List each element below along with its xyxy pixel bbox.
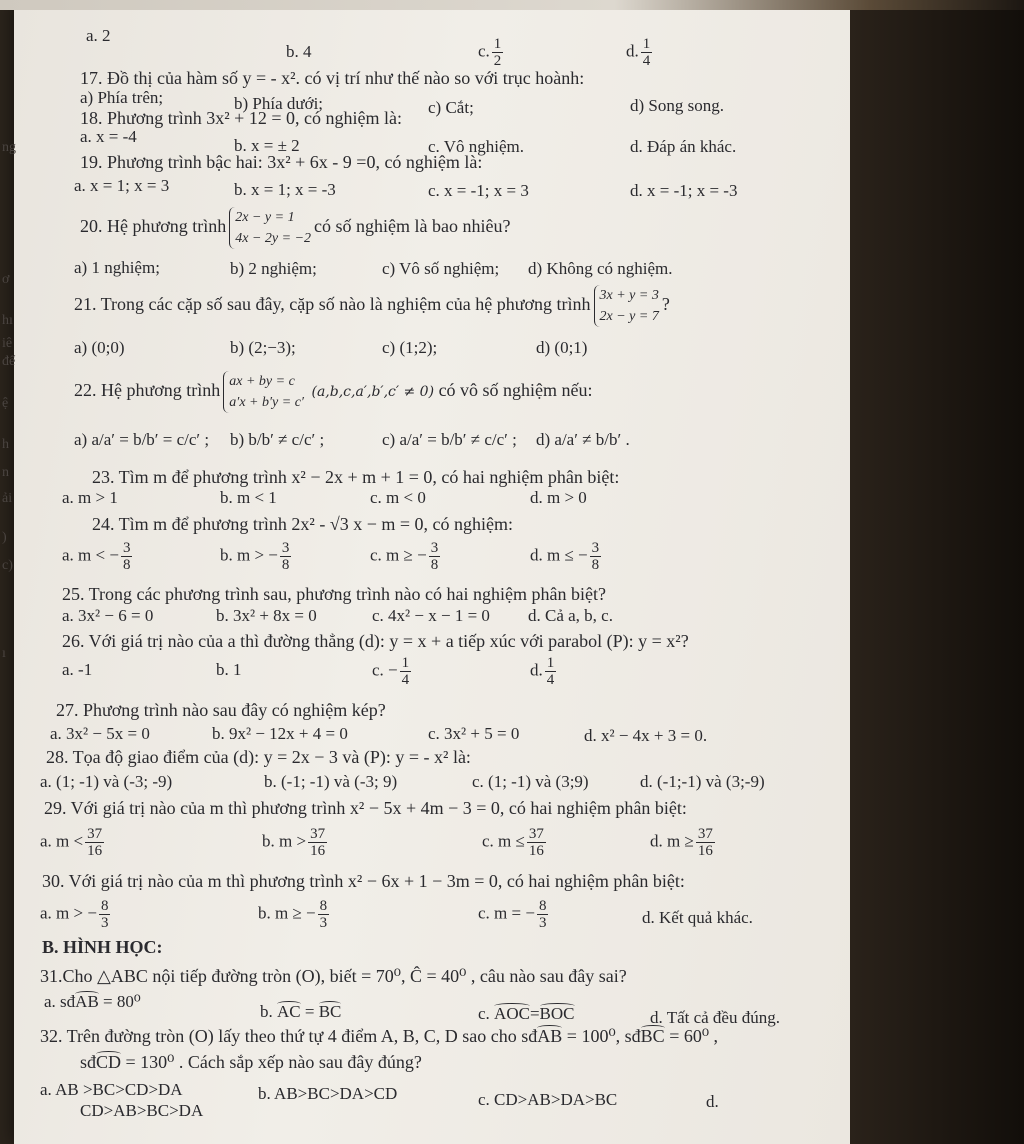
question-32-line2: sđCD = 130⁰ . Cách sắp xếp nào sau đây đúng? bbox=[80, 1052, 422, 1072]
option-a: a. (1; -1) và (-3; -9) bbox=[40, 772, 173, 791]
option-b: b. AB>BC>DA>CD bbox=[258, 1084, 398, 1103]
margin-mark: ) bbox=[2, 530, 7, 545]
option-b: b. AC = BC bbox=[260, 1002, 342, 1021]
option-a: a. sđAB = 80⁰ bbox=[44, 992, 141, 1011]
question-19: 19. Phương trình bậc hai: 3x² + 6x - 9 =0, có nghiệm là: bbox=[80, 152, 483, 172]
option-a: a. m < − $\frac{3}{8}$ bbox=[62, 540, 131, 573]
option-c: c. − $\frac{1}{4}$ bbox=[372, 655, 410, 688]
margin-mark: ng bbox=[2, 140, 16, 155]
margin-mark: n bbox=[2, 465, 9, 480]
margin-mark: ải bbox=[2, 491, 13, 506]
option-b: b. 4 bbox=[286, 42, 312, 61]
option-a: a. x = -4 bbox=[80, 127, 137, 146]
option-b: b) (2;−3); bbox=[230, 338, 296, 357]
option-a: a) Phía trên; bbox=[80, 88, 164, 107]
question-32: 32. Trên đường tròn (O) lấy theo thứ tự 4 điểm A, B, C, D sao cho sđAB = 100⁰, sđBC = 60⁰ , bbox=[40, 1026, 719, 1046]
option-a: a. m < $\frac{37}{16}$ bbox=[40, 826, 103, 859]
section-heading: B. HÌNH HỌC: bbox=[42, 937, 163, 957]
option-c: c. (1; -1) và (3;9) bbox=[472, 772, 589, 791]
background-right bbox=[850, 0, 1024, 1144]
option-d: d) Không có nghiệm. bbox=[528, 259, 673, 278]
option-d: d. m ≥ $\frac{37}{16}$ bbox=[650, 826, 713, 859]
margin-mark: hı bbox=[2, 313, 13, 328]
question-24: 24. Tìm m để phương trình 2x² - √3 x − m = 0, có nghiệm: bbox=[92, 514, 513, 534]
option-d: d) Song song. bbox=[630, 96, 724, 115]
question-23: 23. Tìm m để phương trình x² − 2x + m + 1 = 0, có hai nghiệm phân biệt: bbox=[92, 467, 620, 487]
question-29: 29. Với giá trị nào của m thì phương trình x² − 5x + 4m − 3 = 0, có hai nghiệm phân biệt: bbox=[44, 798, 687, 818]
question-20: 20. Hệ phương trình 2x − y = 1 4x − 2y = −2 có số nghiệm là bao nhiêu? bbox=[80, 203, 511, 249]
option-a: a. AB >BC>CD>DA bbox=[40, 1080, 183, 1099]
question-22: 22. Hệ phương trình ax + by = c a′x + b′y = c′ (a,b,c,a′,b′,c′ ≠ 0) có vô số nghiệm nếu: bbox=[74, 365, 593, 417]
option-a: a. 3x² − 6 = 0 bbox=[62, 606, 154, 625]
option-b: b. x = ± 2 bbox=[234, 136, 300, 155]
option-d: d) (0;1) bbox=[536, 338, 588, 357]
option-d: d. x = -1; x = -3 bbox=[630, 181, 738, 200]
option-d: d. bbox=[706, 1092, 719, 1111]
option-a: a) 1 nghiệm; bbox=[74, 258, 160, 277]
option-c: c. m ≤ $\frac{37}{16}$ bbox=[482, 826, 544, 859]
option-d: d. x² − 4x + 3 = 0. bbox=[584, 726, 708, 745]
option-c: c. m ≥ − $\frac{3}{8}$ bbox=[370, 540, 439, 573]
question-17: 17. Đồ thị của hàm số y = - x². có vị trí như thế nào so với trục hoành: bbox=[80, 68, 585, 88]
option-b: b) b/b′ ≠ c/c′ ; bbox=[230, 430, 325, 449]
option-b: b. m > $\frac{37}{16}$ bbox=[262, 826, 326, 859]
option-c: c. m = − $\frac{8}{3}$ bbox=[478, 898, 547, 931]
option-b: b. 3x² + 8x = 0 bbox=[216, 606, 317, 625]
option-b: b. m > − $\frac{3}{8}$ bbox=[220, 540, 290, 573]
option-d: d. m > 0 bbox=[530, 488, 587, 507]
option-a: a) a/a′ = b/b′ = c/c′ ; bbox=[74, 430, 210, 449]
question-30: 30. Với giá trị nào của m thì phương trình x² − 6x + 1 − 3m = 0, có hai nghiệm phân biệt: bbox=[42, 871, 685, 891]
option-c: c) Vô số nghiệm; bbox=[382, 259, 500, 278]
option-b: b. x = 1; x = -3 bbox=[234, 180, 336, 199]
margin-mark: ệ bbox=[2, 396, 9, 411]
option-c: c. 3x² + 5 = 0 bbox=[428, 724, 520, 743]
margin-mark: iê bbox=[2, 336, 13, 351]
option-c: c. 4x² − x − 1 = 0 bbox=[372, 606, 490, 625]
option-d: d) a/a′ ≠ b/b′ . bbox=[536, 430, 630, 449]
question-27: 27. Phương trình nào sau đây có nghiệm kép? bbox=[56, 700, 386, 720]
option-a: a. x = 1; x = 3 bbox=[74, 176, 170, 195]
option-a: a. 2 bbox=[86, 26, 111, 45]
option-a: a. m > 1 bbox=[62, 488, 118, 507]
option-c: c. m < 0 bbox=[370, 488, 426, 507]
option-b: b. m < 1 bbox=[220, 488, 277, 507]
option-a: a) (0;0) bbox=[74, 338, 125, 357]
question-28: 28. Tọa độ giao điểm của (d): y = 2x − 3 và (P): y = - x² là: bbox=[46, 747, 471, 767]
option-b: b) Phía dưới; bbox=[234, 94, 324, 113]
option-b: b. m ≥ − $\frac{8}{3}$ bbox=[258, 898, 328, 931]
question-18: 18. Phương trình 3x² + 12 = 0, có nghiệm là: bbox=[80, 108, 402, 128]
margin-mark: c) bbox=[2, 558, 13, 573]
option-c: c. Vô nghiệm. bbox=[428, 137, 525, 156]
option-d: d. (-1;-1) và (3;-9) bbox=[640, 772, 765, 791]
option-a: a. m > − $\frac{8}{3}$ bbox=[40, 898, 109, 931]
option-d-value: CD>AB>BC>DA bbox=[80, 1101, 204, 1120]
margin-mark: để bbox=[2, 354, 16, 369]
top-edge bbox=[0, 0, 1024, 10]
option-d: d. Kết quả khác. bbox=[642, 908, 753, 927]
option-d: d. Đáp án khác. bbox=[630, 137, 737, 156]
option-c: c. $\frac{1}{2}$ bbox=[478, 36, 502, 69]
option-d: d. Tất cả đều đúng. bbox=[650, 1008, 780, 1027]
option-c: c) a/a′ = b/b′ ≠ c/c′ ; bbox=[382, 430, 517, 449]
question-26: 26. Với giá trị nào của a thì đường thẳng (d): y = x + a tiếp xúc với parabol (P): y = x²? bbox=[62, 631, 689, 651]
margin-mark: ı bbox=[2, 646, 6, 661]
option-d: d. $\frac{1}{4}$ bbox=[626, 36, 651, 69]
margin-mark: ơ bbox=[2, 272, 10, 287]
option-b: b) 2 nghiệm; bbox=[230, 259, 317, 278]
option-a: a. -1 bbox=[62, 660, 93, 679]
option-b: b. 9x² − 12x + 4 = 0 bbox=[212, 724, 348, 743]
option-c: c) (1;2); bbox=[382, 338, 438, 357]
question-21: 21. Trong các cặp số sau đây, cặp số nào là nghiệm của hệ phương trình 3x + y = 3 2x − y = 7 ? bbox=[74, 281, 670, 327]
option-d: d. Cả a, b, c. bbox=[528, 606, 613, 625]
question-25: 25. Trong các phương trình sau, phương trình nào có hai nghiệm phân biệt? bbox=[62, 584, 606, 604]
option-c: c) Cắt; bbox=[428, 98, 474, 117]
question-31: 31.Cho △ABC nội tiếp đường tròn (O), biết = 70⁰, Ĉ = 40⁰ , câu nào sau đây sai? bbox=[40, 966, 627, 986]
option-b: b. 1 bbox=[216, 660, 242, 679]
option-c: c. CD>AB>DA>BC bbox=[478, 1090, 618, 1109]
option-a: a. 3x² − 5x = 0 bbox=[50, 724, 150, 743]
option-c: c. x = -1; x = 3 bbox=[428, 181, 529, 200]
option-c: c. AOC=BOC bbox=[478, 1004, 575, 1023]
option-d: d. $\frac{1}{4}$ bbox=[530, 655, 555, 688]
option-b: b. (-1; -1) và (-3; 9) bbox=[264, 772, 398, 791]
margin-mark: h bbox=[2, 437, 9, 452]
option-d: d. m ≤ − $\frac{3}{8}$ bbox=[530, 540, 600, 573]
